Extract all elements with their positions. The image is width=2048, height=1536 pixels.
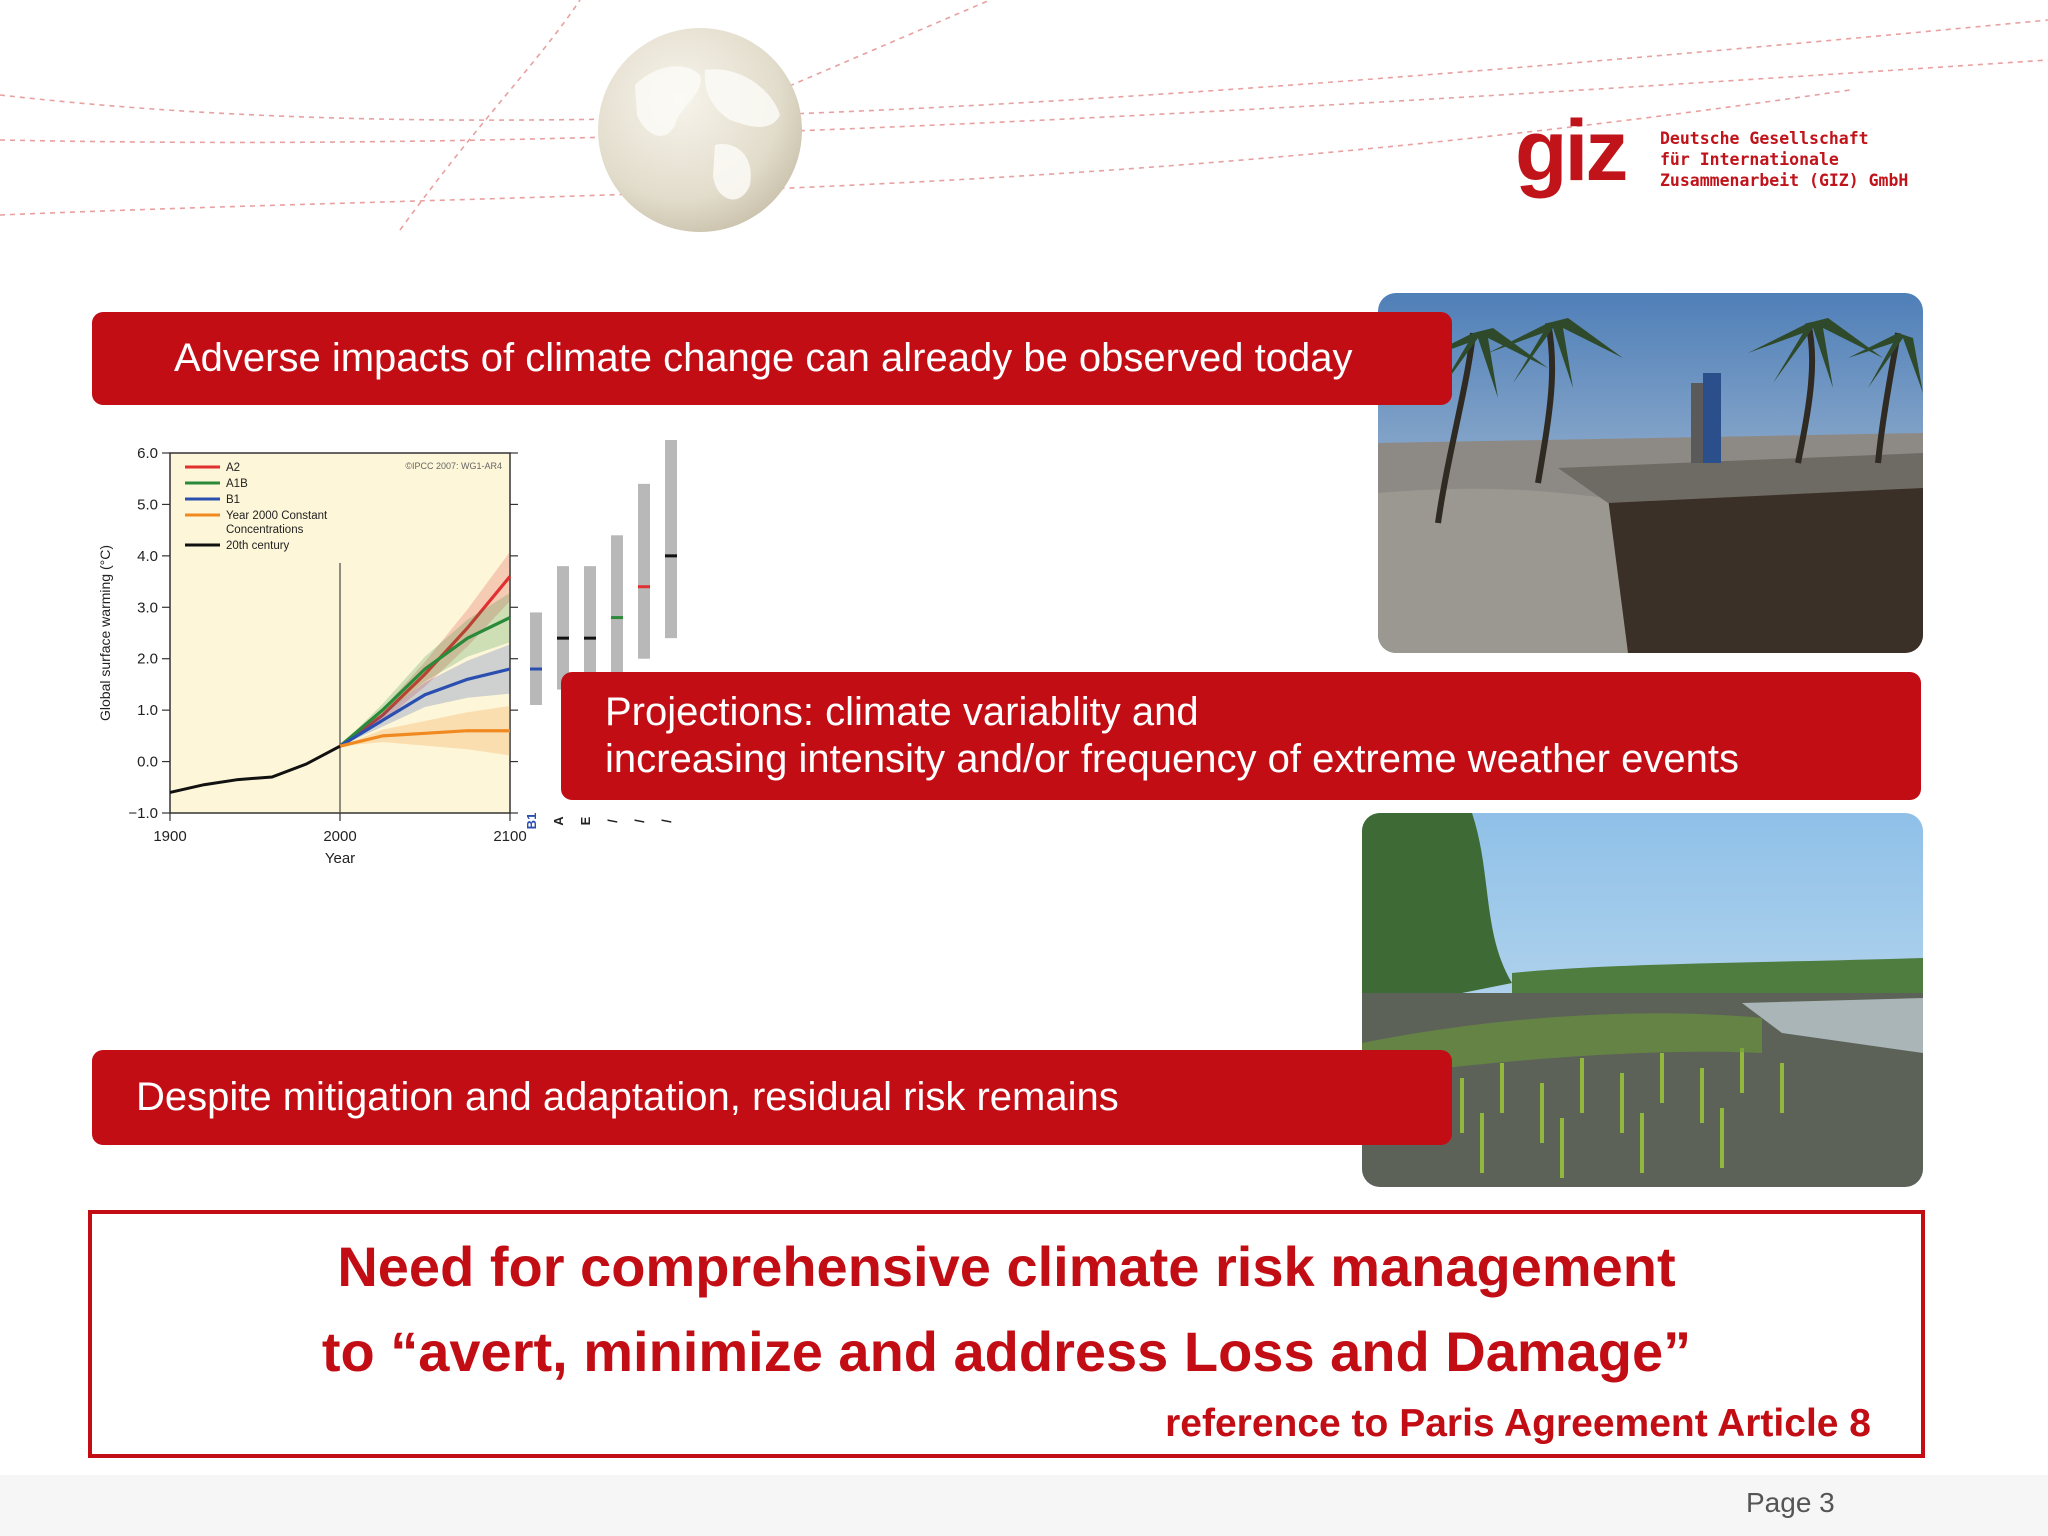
y-tick-label: 5.0 <box>137 496 158 514</box>
y-axis-label: Global surface warming (°C) <box>97 545 113 721</box>
projections-line-1: Projections: climate variablity and <box>605 690 1199 734</box>
y-tick-label: 6.0 <box>137 445 158 462</box>
giz-logo-line: für Internationale <box>1660 150 1839 169</box>
range-bar-best <box>584 637 596 640</box>
projections-banner <box>561 672 1921 800</box>
range-bar <box>557 566 569 689</box>
legend-label: Year 2000 Constant <box>226 510 328 522</box>
legend-label: B1 <box>226 494 241 506</box>
giz-logo-text <box>1660 128 1908 191</box>
conclusion-line-2: to “avert, minimize and address Loss and Damage” <box>321 1320 1692 1383</box>
y-tick-label: 2.0 <box>137 650 158 668</box>
paris-agreement-reference: reference to Paris Agreement Article 8 <box>1165 1402 1871 1445</box>
x-tick-label: 2000 <box>323 828 357 845</box>
coastal-erosion-photo <box>1378 293 1923 653</box>
range-bar-best <box>638 585 650 588</box>
y-tick-label: 1.0 <box>137 702 158 720</box>
range-bar-label: / <box>659 819 674 823</box>
impacts-banner: Adverse impacts of climate change can already be observed today <box>92 312 1452 405</box>
y-tick-label: 0.0 <box>137 753 158 771</box>
warming-projection-chart <box>90 440 710 880</box>
conclusion-box <box>88 1210 1925 1458</box>
range-bar-label: B1 <box>524 812 539 830</box>
range-bar <box>611 535 623 674</box>
page-number: Page 3 <box>1746 1487 1835 1518</box>
range-bar-label: / <box>605 819 620 823</box>
x-tick-label: 1900 <box>153 828 187 845</box>
legend-label: 20th century <box>226 540 290 552</box>
giz-logo-line: Deutsche Gesellschaft <box>1660 129 1869 148</box>
range-bar-best <box>665 554 677 557</box>
y-tick-label: 4.0 <box>137 547 158 565</box>
y-tick-label: −1.0 <box>128 805 158 822</box>
projections-line-2: increasing intensity and/or frequency of extreme weather events <box>605 737 1739 781</box>
range-bar-label: A <box>551 816 566 826</box>
y-tick-label: 3.0 <box>137 599 158 617</box>
residual-risk-banner: Despite mitigation and adaptation, residual risk remains <box>92 1050 1452 1145</box>
x-tick-label: 2100 <box>493 828 527 845</box>
range-bar <box>638 484 650 659</box>
range-bar-best <box>530 668 542 671</box>
range-bar <box>530 612 542 705</box>
globe-icon <box>595 25 805 235</box>
legend-label: A1B <box>226 478 248 490</box>
range-bar-best <box>611 616 623 619</box>
giz-logo-line: Zusammenarbeit (GIZ) GmbH <box>1660 171 1909 190</box>
conclusion-line-1: Need for comprehensive climate risk management <box>337 1235 1676 1298</box>
range-bar-label: E <box>578 816 593 826</box>
giz-logo-mark: giz <box>1515 103 1626 199</box>
legend-label: A2 <box>226 462 241 474</box>
range-bar <box>665 440 677 638</box>
chart-credit: ©IPCC 2007: WG1-AR4 <box>405 461 502 471</box>
range-bar-best <box>557 637 569 640</box>
footer-bar <box>0 1475 2048 1536</box>
header-decoration <box>0 0 2048 250</box>
range-bar-label: / <box>632 819 647 823</box>
legend-label-cont: Concentrations <box>226 524 304 536</box>
x-axis-label: Year <box>324 850 356 867</box>
